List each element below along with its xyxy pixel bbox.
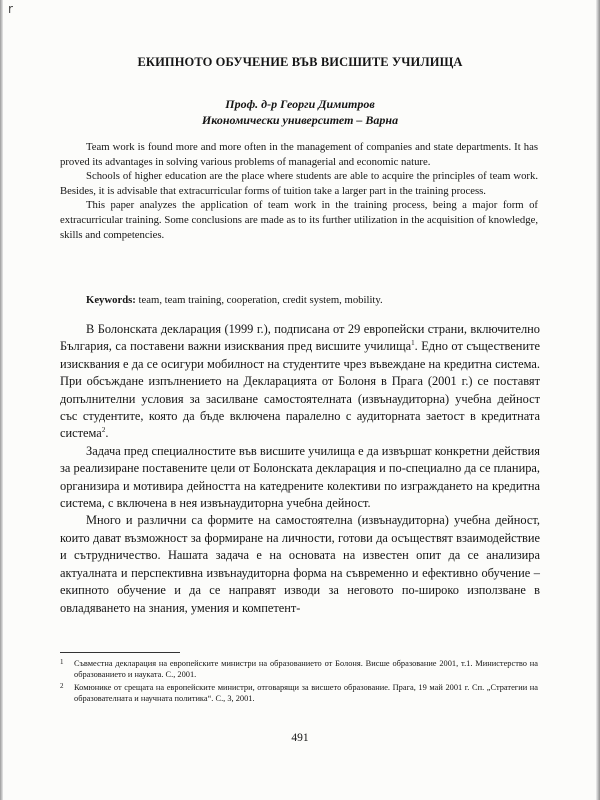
abstract-paragraph-1: Team work is found more and more often in the management of companies and state departments. It has proved its advantages in solving various problems of managerial and economic nature. bbox=[60, 141, 538, 168]
footnote-text: Съвместна декларация на европейските министри на образованието от Болоня. Висше образование 2001, т.1. Министерство на образованието и науката. С., 2001. bbox=[74, 659, 538, 680]
footnote-2 bbox=[60, 682, 538, 705]
scan-edge-left bbox=[0, 0, 3, 800]
footnote-1 bbox=[60, 658, 538, 681]
body-p1-part-c: . bbox=[105, 426, 109, 441]
author-block bbox=[40, 96, 560, 128]
footnote-text: Комюнике от срещата на европейските министри, отговарящи за висшето образование. Прага, 19 май 2001 г. Сп. „Стратегии на образователната и научната политика“. С., 3, 2001. bbox=[74, 682, 538, 704]
footnotes bbox=[60, 658, 538, 706]
abstract bbox=[60, 140, 538, 242]
body-text bbox=[60, 321, 540, 617]
abstract-paragraph-3: This paper analyzes the application of team work in the training process, being a major form of extracurricular training. Some conclusions are made as to its further utilization in the acquisition of knowledge, skills and competencies. bbox=[60, 199, 538, 241]
body-paragraph-3: Много и различни са формите на самостоятелна (извънаудиторна) учебна дейност, които дават възможност за формиране на личности, готови да осъществят взаимодействие и сътрудничество. Нашата задача е на основата на известен опит да се анализира актуалната и перспективна извънаудиторна форма на съвременно и ефективно обучение – екипното обучение и да се направят изводи за неговото по-широко използване в овладяването на знания, умения и компетент- bbox=[60, 513, 540, 615]
page-number: 491 bbox=[291, 732, 309, 744]
author-name: Проф. д-р Георги Димитров bbox=[225, 97, 375, 111]
corner-mark: r bbox=[8, 2, 13, 16]
body-paragraph-2: Задача пред специалностите във висшите училища е да извършат конкретни действия за реализиране поставените цели от Болонската декларация и по-специално да се планира, организира и мотивира дейността на катедрените колективи по изграждането на кредитна система, с включена в нея извънаудиторна учебна дейност. bbox=[60, 443, 540, 511]
keywords-label: Keywords: bbox=[86, 294, 136, 306]
footnote-number: 2 bbox=[60, 681, 64, 690]
author-affiliation: Икономически университет – Варна bbox=[201, 113, 399, 127]
abstract-paragraph-2: Schools of higher education are the place where students are able to acquire the principles of team work. Besides, it is advisable that extracurricular forms of tuition take a larger part in the training process. bbox=[60, 170, 538, 197]
footnote-ref-1: 1 bbox=[411, 339, 415, 348]
keywords-text: team, team training, cooperation, credit system, mobility. bbox=[138, 294, 383, 306]
footnote-separator bbox=[60, 652, 180, 653]
footnote-number: 1 bbox=[60, 658, 64, 666]
paper-title: ЕКИПНОТО ОБУЧЕНИЕ ВЪВ ВИСШИТЕ УЧИЛИЩА bbox=[137, 55, 463, 69]
scan-edge-right bbox=[596, 0, 600, 800]
body-paragraph-1 bbox=[60, 321, 540, 443]
footnote-ref-2: 2 bbox=[101, 426, 106, 435]
body-p1-part-b: . Едно от съществените изисквания е да се осигури мобилност на студентите чрез въвеждане на кредитна система. При обсъждане изпълнението на Декларацията от Болоня в Прага (2001 г.) се поставят допълнителни условия за засилване самостоятелната (извънаудиторна) учебна дейност със студентите, която да бъде включена паралелно с аудиторната заетост в кредитната система bbox=[60, 339, 540, 441]
body-p1-part-a: В Болонската декларация (1999 г.), подписана от 29 европейски страни, включително България, са поставени важни изисквания пред висшите училища bbox=[60, 322, 540, 354]
keywords bbox=[86, 294, 540, 306]
